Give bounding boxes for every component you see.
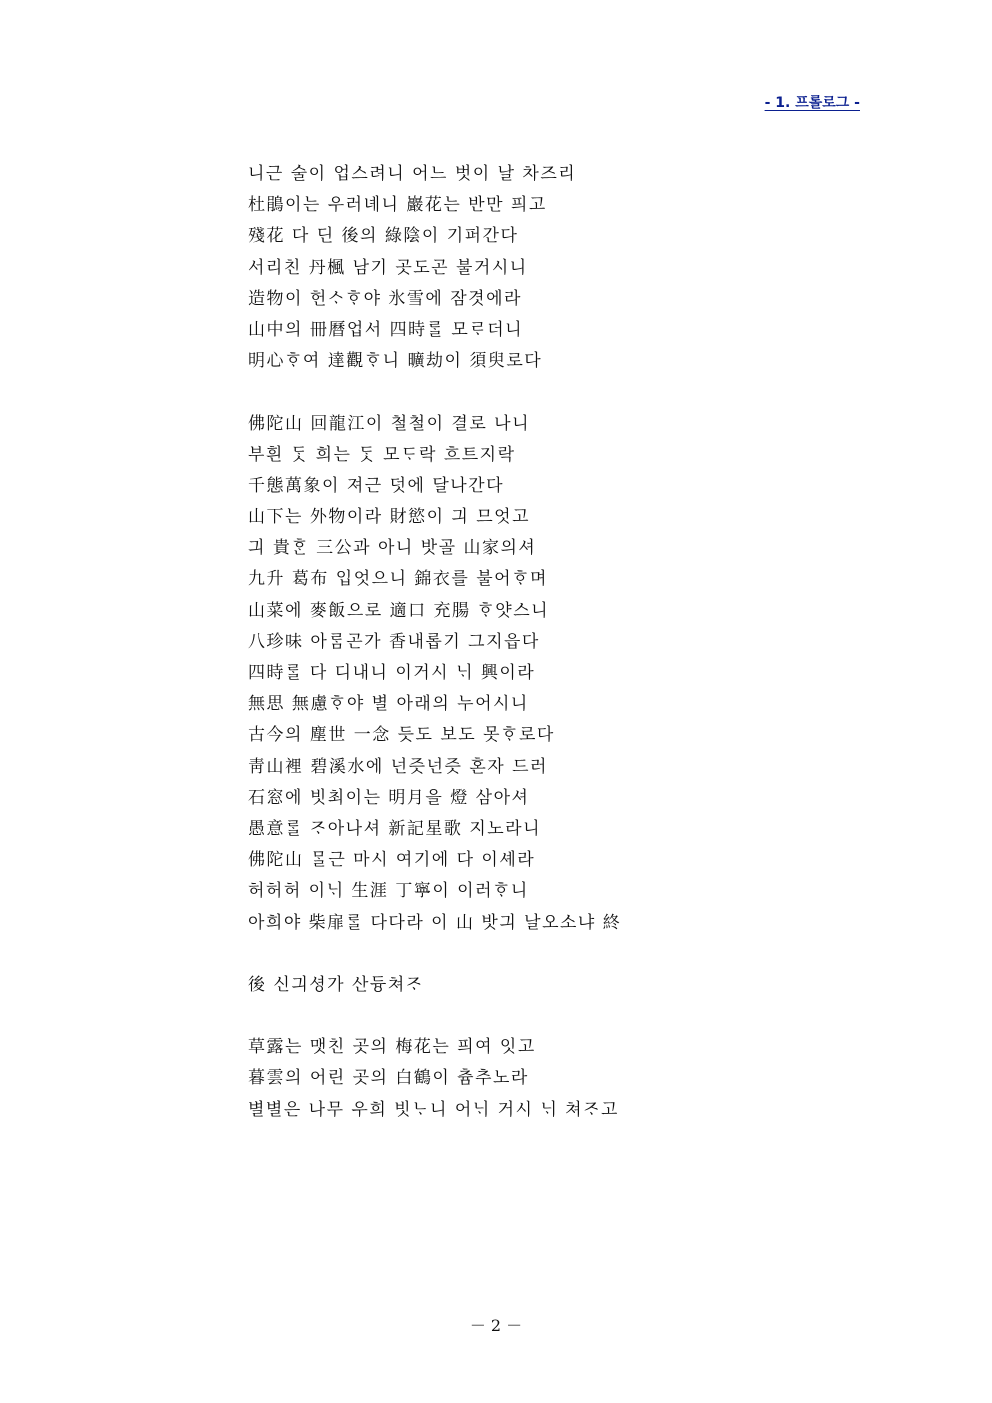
poem-line: 四時ᄅᆞᆯ 다 디내니 이거시 ᄂᆡ 興이라 [248, 663, 536, 683]
poem-line: 明心ᄒᆞ여 達觀ᄒᆞ니 曠劫이 須臾로다 [248, 351, 543, 372]
page-number: － 2 － [469, 1316, 523, 1335]
poem-line: 佛陀山 回龍江이 철철이 결로 나니 [248, 413, 530, 434]
poem-line: 千態萬象이 져근 덧에 달나간다 [248, 475, 505, 496]
poem-line: 서리친 丹楓 남기 곳도곤 불거시니 [248, 257, 528, 278]
poem-line: 靑山裡 碧溪水에 넌즛넌즛 혼자 드러 [248, 756, 548, 777]
poem-line: 八珍味 아ᄅᆞᆷ곤가 香내롭기 그지읍다 [248, 631, 540, 652]
stanza-break [248, 377, 768, 408]
poem-body [248, 159, 768, 1126]
stanza-3 [248, 1032, 768, 1126]
poem-line: 별별은 나무 우희 빗ᄂᆞ니 어ᄂᆡ 거시 ᄂᆡ 쳐ᄌᆞ고 [248, 1099, 619, 1120]
poem-line: 九升 葛布 입엇으니 錦衣를 불어ᄒᆞ며 [248, 569, 548, 590]
stanza-2 [248, 409, 768, 939]
poem-line: 石窓에 빗최이는 明月을 燈 삼아셔 [248, 787, 530, 808]
stanza-1 [248, 159, 768, 377]
poem-line: 暮雲의 어린 곳의 白鶴이 츔추노라 [248, 1068, 529, 1089]
section-header: - 1. 프롤로그 - [764, 95, 860, 111]
poem-line: 니근 술이 업스려니 어느 벗이 날 차즈리 [248, 164, 577, 184]
poem-line: 아희야 柴扉ᄅᆞᆯ 다다라 이 山 밧긔 날오소냐 終 [248, 912, 622, 933]
poem-line: 無思 無慮ᄒᆞ야 별 아래의 누어시니 [248, 694, 529, 715]
poem-line: 古今의 塵世 一念 듯도 보도 못ᄒᆞ로다 [248, 725, 555, 746]
poem-line: 山下는 外物이라 財慾이 긔 므엇고 [248, 507, 530, 528]
poem-line: 허허허 이ᄂᆡ 生涯 丁寧이 이러ᄒᆞ니 [248, 881, 529, 902]
poem-line: 긔 貴ᄒᆞᆫ 三公과 아니 밧골 山家의셔 [248, 538, 537, 559]
poem-line: 殘花 다 딘 後의 綠陰이 기퍼간다 [248, 226, 519, 247]
poem-line: 杜鵑이는 우러녜니 巖花는 반만 픠고 [248, 195, 547, 216]
poem-subtitle: 後 신긔셩가 산듕쳐ᄌᆞ [248, 974, 424, 995]
poem-line: 草露는 맷친 곳의 梅花는 픠여 잇고 [248, 1037, 536, 1058]
poem-line: 山菜에 麥飯으로 適口 充腸 ᄒᆞ얏스니 [248, 600, 550, 621]
poem-line: 佛陀山 ᄆᆞᆯ근 마시 여기에 다 이셰라 [248, 850, 536, 871]
stanza-break [248, 1001, 768, 1032]
poem-line: 造物이 헌ᄉᆞᄒᆞ야 氷雪에 잠겻에라 [248, 288, 522, 309]
poem-line: 愚意ᄅᆞᆯ ᄌᆞ아나셔 新記星歌 지노라니 [248, 818, 542, 839]
poem-line: 山中의 冊曆업서 四時ᄅᆞᆯ 모ᄅᆞ더니 [248, 319, 524, 340]
poem-line: 부흰 ᄃᆞᆺ 희는 ᄃᆞᆺ 모ᄃᆞ락 흐트지락 [248, 444, 516, 465]
stanza-break [248, 939, 768, 970]
